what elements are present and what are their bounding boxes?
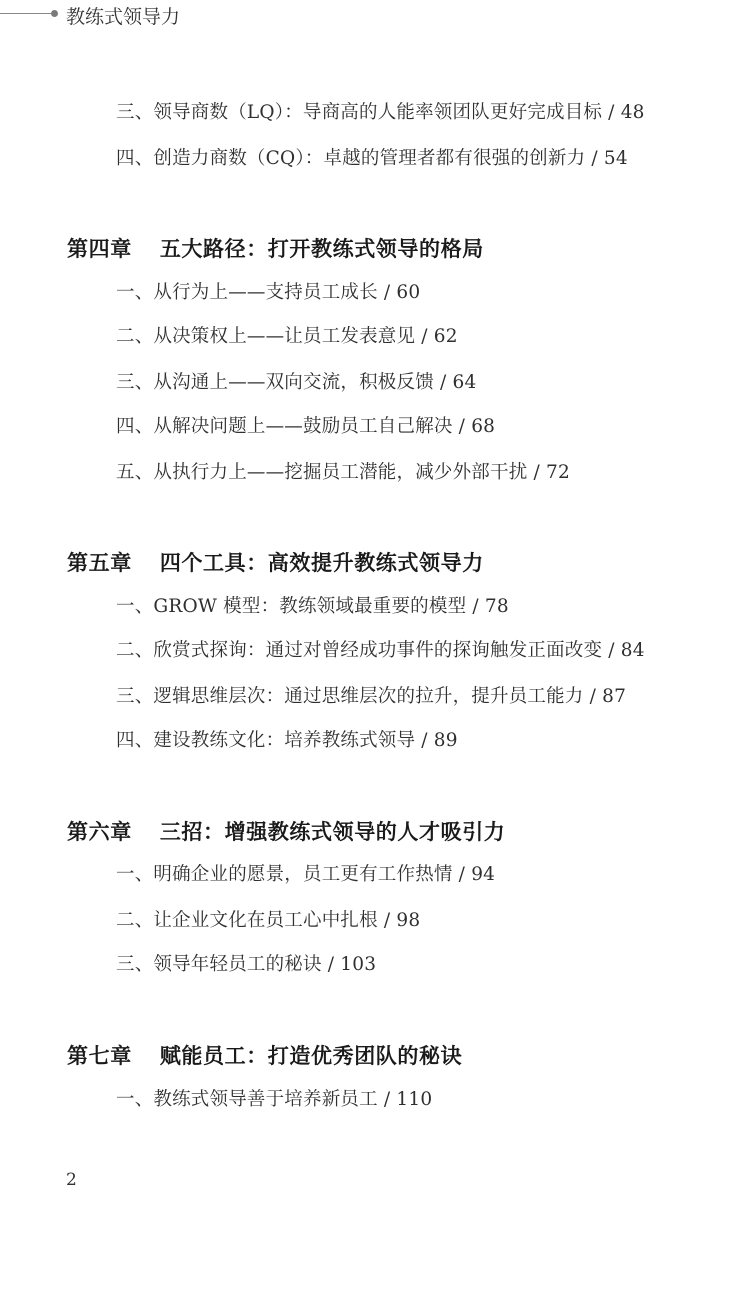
chapter-number: 第四章	[67, 237, 132, 261]
page-number: 2	[66, 1170, 77, 1190]
toc-entry: 三、领导商数（LQ）：导商高的人能率领团队更好完成目标 / 48	[116, 102, 645, 123]
toc-entry: 一、明确企业的愿景，员工更有工作热情 / 94	[116, 864, 496, 885]
running-title: 教练式领导力	[66, 6, 181, 28]
toc-entry: 一、教练式领导善于培养新员工 / 110	[116, 1089, 433, 1110]
header-rule	[0, 13, 52, 14]
chapter-heading	[67, 547, 484, 577]
running-header	[0, 0, 300, 26]
chapter-heading	[67, 233, 484, 263]
header-dot-ornament	[51, 10, 58, 17]
toc-entry: 二、让企业文化在员工心中扎根 / 98	[116, 910, 421, 931]
toc-entry: 四、建设教练文化：培养教练式领导 / 89	[116, 730, 458, 751]
toc-entry: 三、领导年轻员工的秘诀 / 103	[116, 954, 377, 975]
chapter-heading	[67, 816, 505, 846]
chapter-title: 赋能员工：打造优秀团队的秘诀	[159, 1044, 463, 1068]
toc-entry: 四、从解决问题上——鼓励员工自己解决 / 68	[116, 416, 496, 437]
toc-entry: 四、创造力商数（CQ）：卓越的管理者都有很强的创新力 / 54	[116, 148, 628, 169]
toc-entry: 五、从执行力上——挖掘员工潜能，减少外部干扰 / 72	[116, 462, 570, 483]
toc-entry: 三、从沟通上——双向交流，积极反馈 / 64	[116, 372, 477, 393]
toc-entry: 二、欣赏式探询：通过对曾经成功事件的探询触发正面改变 / 84	[116, 640, 645, 661]
chapter-heading	[67, 1040, 462, 1070]
chapter-number: 第五章	[67, 551, 132, 575]
toc-entry: 一、从行为上——支持员工成长 / 60	[116, 282, 421, 303]
chapter-title: 四个工具：高效提升教练式领导力	[159, 551, 484, 575]
chapter-title: 三招：增强教练式领导的人才吸引力	[159, 820, 506, 844]
toc-entry: 三、逻辑思维层次：通过思维层次的拉升，提升员工能力 / 87	[116, 686, 627, 707]
chapter-title: 五大路径：打开教练式领导的格局	[159, 237, 484, 261]
toc-entry: 一、GROW 模型：教练领域最重要的模型 / 78	[116, 596, 509, 617]
chapter-number: 第七章	[67, 1044, 132, 1068]
chapter-number: 第六章	[67, 820, 132, 844]
toc-entry: 二、从决策权上——让员工发表意见 / 62	[116, 326, 458, 347]
